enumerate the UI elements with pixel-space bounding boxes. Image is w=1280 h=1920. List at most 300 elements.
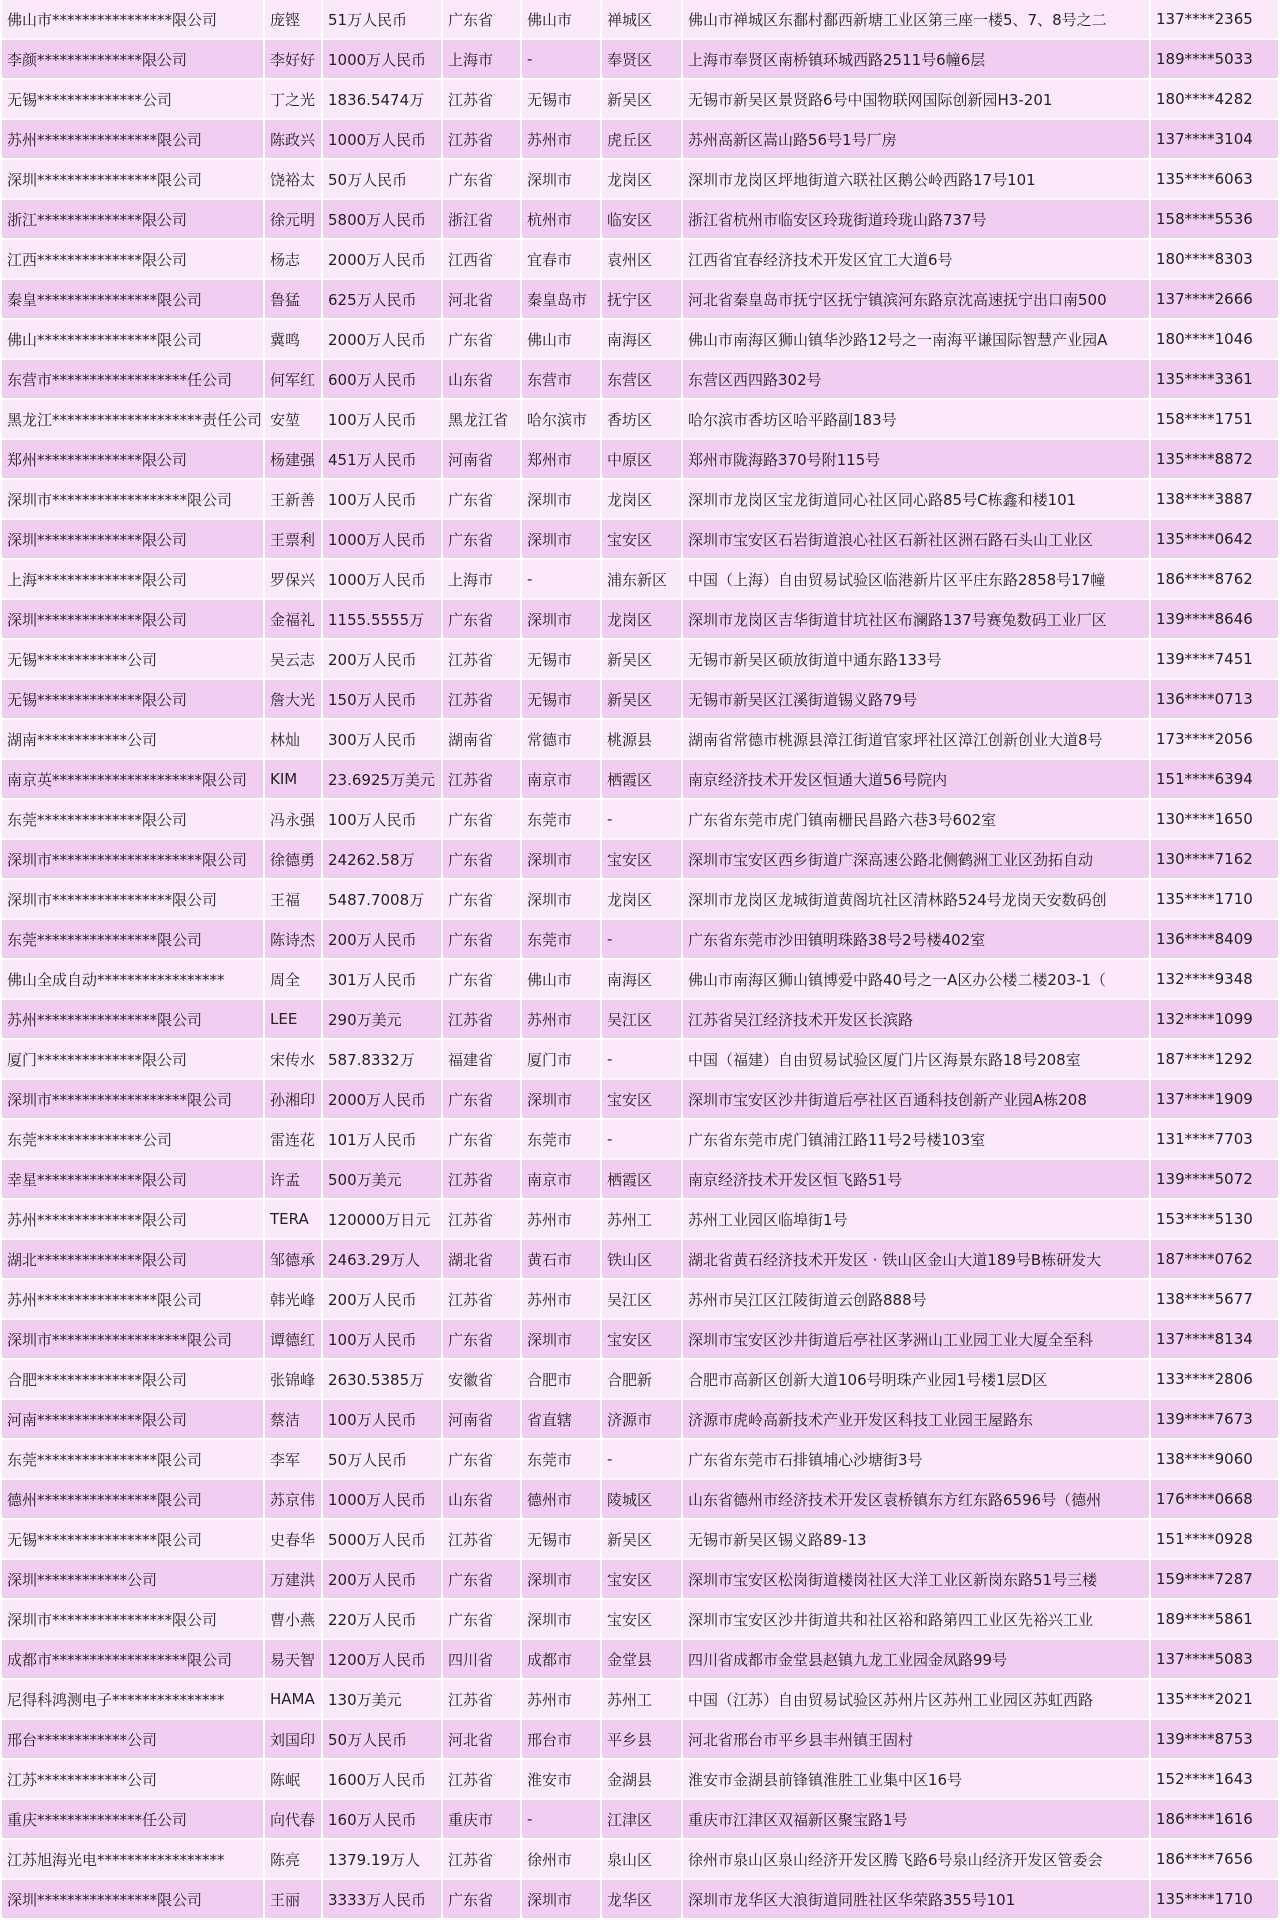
table-row xyxy=(2,0,1278,40)
table-row xyxy=(2,760,1278,800)
city-cell: 深圳市 xyxy=(522,1320,600,1360)
phone-cell: 139****7451 xyxy=(1151,640,1278,680)
company-name-cell: 李颜**************限公司 xyxy=(2,40,263,80)
table-row xyxy=(2,1800,1278,1840)
legal-rep-cell: 冯永强 xyxy=(265,800,321,840)
legal-rep-cell: 饶裕太 xyxy=(265,160,321,200)
address-cell: 山东省德州市经济技术开发区袁桥镇东方红东路6596号（德州 xyxy=(683,1480,1149,1520)
capital-cell: 160万人民币 xyxy=(323,1800,441,1840)
phone-cell: 151****6394 xyxy=(1151,760,1278,800)
district-cell: 泉山区 xyxy=(602,1840,681,1880)
address-cell: 佛山市南海区狮山镇博爱中路40号之一A区办公楼二楼203-1（ xyxy=(683,960,1149,1000)
province-cell: 山东省 xyxy=(443,1480,520,1520)
province-cell: 广东省 xyxy=(443,600,520,640)
district-cell: 龙华区 xyxy=(602,1880,681,1920)
table-row xyxy=(2,360,1278,400)
table-row xyxy=(2,840,1278,880)
district-cell: - xyxy=(602,1440,681,1480)
phone-cell: 138****3887 xyxy=(1151,480,1278,520)
address-cell: 广东省东莞市虎门镇南栅民昌路六巷3号602室 xyxy=(683,800,1149,840)
legal-rep-cell: 谭德红 xyxy=(265,1320,321,1360)
capital-cell: 1000万人民币 xyxy=(323,560,441,600)
capital-cell: 120000万日元 xyxy=(323,1200,441,1240)
table-row xyxy=(2,1280,1278,1320)
district-cell: 合肥新 xyxy=(602,1360,681,1400)
district-cell: 香坊区 xyxy=(602,400,681,440)
phone-cell: 135****1710 xyxy=(1151,1880,1278,1920)
legal-rep-cell: 李军 xyxy=(265,1440,321,1480)
legal-rep-cell: 许孟 xyxy=(265,1160,321,1200)
company-name-cell: 深圳****************限公司 xyxy=(2,160,263,200)
legal-rep-cell: LEE xyxy=(265,1000,321,1040)
phone-cell: 137****1909 xyxy=(1151,1080,1278,1120)
company-name-cell: 无锡**************公司 xyxy=(2,80,263,120)
company-name-cell: 东莞**************限公司 xyxy=(2,800,263,840)
legal-rep-cell: 易天智 xyxy=(265,1640,321,1680)
phone-cell: 133****2806 xyxy=(1151,1360,1278,1400)
legal-rep-cell: 徐德勇 xyxy=(265,840,321,880)
company-name-cell: 郑州**************限公司 xyxy=(2,440,263,480)
province-cell: 广东省 xyxy=(443,160,520,200)
address-cell: 南京经济技术开发区恒飞路51号 xyxy=(683,1160,1149,1200)
capital-cell: 150万人民币 xyxy=(323,680,441,720)
city-cell: 苏州市 xyxy=(522,1000,600,1040)
district-cell: 济源市 xyxy=(602,1400,681,1440)
table-row xyxy=(2,160,1278,200)
district-cell: 宝安区 xyxy=(602,1080,681,1120)
legal-rep-cell: 王福 xyxy=(265,880,321,920)
address-cell: 深圳市龙岗区吉华街道甘坑社区布澜路137号赛兔数码工业厂区 xyxy=(683,600,1149,640)
address-cell: 上海市奉贤区南桥镇环城西路2511号6幢6层 xyxy=(683,40,1149,80)
table-row xyxy=(2,1160,1278,1200)
district-cell: 抚宁区 xyxy=(602,280,681,320)
city-cell: - xyxy=(522,560,600,600)
phone-cell: 131****7703 xyxy=(1151,1120,1278,1160)
company-name-cell: 苏州****************限公司 xyxy=(2,1280,263,1320)
province-cell: 湖北省 xyxy=(443,1240,520,1280)
legal-rep-cell: 陈岷 xyxy=(265,1760,321,1800)
legal-rep-cell: HAMA xyxy=(265,1680,321,1720)
city-cell: 黄石市 xyxy=(522,1240,600,1280)
province-cell: 广东省 xyxy=(443,1080,520,1120)
city-cell: 苏州市 xyxy=(522,1200,600,1240)
company-name-cell: 江苏************公司 xyxy=(2,1760,263,1800)
legal-rep-cell: 王丽 xyxy=(265,1880,321,1920)
city-cell: 东莞市 xyxy=(522,920,600,960)
legal-rep-cell: 冀鸣 xyxy=(265,320,321,360)
address-cell: 郑州市陇海路370号附115号 xyxy=(683,440,1149,480)
phone-cell: 189****5861 xyxy=(1151,1600,1278,1640)
company-name-cell: 深圳************公司 xyxy=(2,1560,263,1600)
capital-cell: 5000万人民币 xyxy=(323,1520,441,1560)
company-name-cell: 上海**************限公司 xyxy=(2,560,263,600)
company-name-cell: 深圳市******************限公司 xyxy=(2,480,263,520)
table-body xyxy=(2,0,1278,1920)
company-name-cell: 东营市******************任公司 xyxy=(2,360,263,400)
city-cell: 杭州市 xyxy=(522,200,600,240)
district-cell: 宝安区 xyxy=(602,840,681,880)
city-cell: 徐州市 xyxy=(522,1840,600,1880)
province-cell: 广东省 xyxy=(443,520,520,560)
district-cell: 金堂县 xyxy=(602,1640,681,1680)
company-name-cell: 深圳市****************限公司 xyxy=(2,880,263,920)
address-cell: 深圳市宝安区沙井街道后亭社区茅洲山工业园工业大厦全至科 xyxy=(683,1320,1149,1360)
province-cell: 江苏省 xyxy=(443,80,520,120)
table-row xyxy=(2,1000,1278,1040)
city-cell: 淮安市 xyxy=(522,1760,600,1800)
city-cell: 成都市 xyxy=(522,1640,600,1680)
province-cell: 上海市 xyxy=(443,560,520,600)
address-cell: 河北省秦皇岛市抚宁区抚宁镇滨河东路京沈高速抚宁出口南500 xyxy=(683,280,1149,320)
capital-cell: 200万人民币 xyxy=(323,1560,441,1600)
address-cell: 无锡市新吴区景贤路6号中国物联网国际创新园H3-201 xyxy=(683,80,1149,120)
legal-rep-cell: 吴云志 xyxy=(265,640,321,680)
legal-rep-cell: 徐元明 xyxy=(265,200,321,240)
address-cell: 苏州市吴江区江陵街道云创路888号 xyxy=(683,1280,1149,1320)
company-name-cell: 江苏旭海光电***************** xyxy=(2,1840,263,1880)
phone-cell: 137****5083 xyxy=(1151,1640,1278,1680)
capital-cell: 100万人民币 xyxy=(323,1320,441,1360)
phone-cell: 130****7162 xyxy=(1151,840,1278,880)
address-cell: 哈尔滨市香坊区哈平路副183号 xyxy=(683,400,1149,440)
city-cell: 哈尔滨市 xyxy=(522,400,600,440)
city-cell: 东莞市 xyxy=(522,800,600,840)
company-name-cell: 秦皇****************限公司 xyxy=(2,280,263,320)
phone-cell: 153****5130 xyxy=(1151,1200,1278,1240)
company-name-cell: 邢台************公司 xyxy=(2,1720,263,1760)
capital-cell: 2000万人民币 xyxy=(323,320,441,360)
city-cell: 深圳市 xyxy=(522,160,600,200)
legal-rep-cell: 周全 xyxy=(265,960,321,1000)
province-cell: 江苏省 xyxy=(443,1000,520,1040)
phone-cell: 180****8303 xyxy=(1151,240,1278,280)
company-name-cell: 东莞**************公司 xyxy=(2,1120,263,1160)
capital-cell: 2630.5385万 xyxy=(323,1360,441,1400)
district-cell: - xyxy=(602,1040,681,1080)
table-row xyxy=(2,520,1278,560)
province-cell: 广东省 xyxy=(443,480,520,520)
address-cell: 无锡市新吴区锡义路89-13 xyxy=(683,1520,1149,1560)
capital-cell: 200万人民币 xyxy=(323,1280,441,1320)
table-row xyxy=(2,480,1278,520)
table-row xyxy=(2,1080,1278,1120)
company-name-cell: 深圳**************限公司 xyxy=(2,520,263,560)
city-cell: 东莞市 xyxy=(522,1440,600,1480)
district-cell: 南海区 xyxy=(602,320,681,360)
province-cell: 江苏省 xyxy=(443,1680,520,1720)
district-cell: 吴江区 xyxy=(602,1280,681,1320)
city-cell: 深圳市 xyxy=(522,1600,600,1640)
address-cell: 深圳市龙岗区坪地街道六联社区鹅公岭西路17号101 xyxy=(683,160,1149,200)
district-cell: 临安区 xyxy=(602,200,681,240)
table-row xyxy=(2,440,1278,480)
address-cell: 深圳市龙华区大浪街道同胜社区华荣路355号101 xyxy=(683,1880,1149,1920)
company-name-cell: 深圳**************限公司 xyxy=(2,600,263,640)
legal-rep-cell: 詹大光 xyxy=(265,680,321,720)
province-cell: 广东省 xyxy=(443,840,520,880)
city-cell: 秦皇岛市 xyxy=(522,280,600,320)
city-cell: 邢台市 xyxy=(522,1720,600,1760)
table-row xyxy=(2,80,1278,120)
legal-rep-cell: 杨志 xyxy=(265,240,321,280)
city-cell: 南京市 xyxy=(522,760,600,800)
district-cell: 龙岗区 xyxy=(602,480,681,520)
capital-cell: 130万美元 xyxy=(323,1680,441,1720)
phone-cell: 139****5072 xyxy=(1151,1160,1278,1200)
phone-cell: 158****5536 xyxy=(1151,200,1278,240)
legal-rep-cell: 林灿 xyxy=(265,720,321,760)
company-name-cell: 苏州****************限公司 xyxy=(2,1000,263,1040)
legal-rep-cell: 向代春 xyxy=(265,1800,321,1840)
company-name-cell: 东莞****************限公司 xyxy=(2,1440,263,1480)
legal-rep-cell: 史春华 xyxy=(265,1520,321,1560)
city-cell: 佛山市 xyxy=(522,320,600,360)
district-cell: 苏州工 xyxy=(602,1680,681,1720)
company-name-cell: 厦门**************限公司 xyxy=(2,1040,263,1080)
table-row xyxy=(2,40,1278,80)
district-cell: 新吴区 xyxy=(602,640,681,680)
district-cell: - xyxy=(602,1120,681,1160)
province-cell: 四川省 xyxy=(443,1640,520,1680)
province-cell: 江苏省 xyxy=(443,1200,520,1240)
legal-rep-cell: 杨建强 xyxy=(265,440,321,480)
phone-cell: 187****0762 xyxy=(1151,1240,1278,1280)
city-cell: 无锡市 xyxy=(522,1520,600,1560)
district-cell: 栖霞区 xyxy=(602,760,681,800)
phone-cell: 137****3104 xyxy=(1151,120,1278,160)
company-name-cell: 无锡**************限公司 xyxy=(2,680,263,720)
city-cell: 佛山市 xyxy=(522,960,600,1000)
table-row xyxy=(2,1360,1278,1400)
capital-cell: 500万美元 xyxy=(323,1160,441,1200)
company-name-cell: 湖北**************限公司 xyxy=(2,1240,263,1280)
company-name-cell: 深圳****************限公司 xyxy=(2,1880,263,1920)
city-cell: 德州市 xyxy=(522,1480,600,1520)
company-name-cell: 河南**************限公司 xyxy=(2,1400,263,1440)
legal-rep-cell: 邹德承 xyxy=(265,1240,321,1280)
capital-cell: 1155.5555万 xyxy=(323,600,441,640)
table-row xyxy=(2,1720,1278,1760)
capital-cell: 2463.29万人 xyxy=(323,1240,441,1280)
capital-cell: 51万人民币 xyxy=(323,0,441,40)
address-cell: 中国（上海）自由贸易试验区临港新片区平庄东路2858号17幢 xyxy=(683,560,1149,600)
capital-cell: 301万人民币 xyxy=(323,960,441,1000)
capital-cell: 451万人民币 xyxy=(323,440,441,480)
phone-cell: 135****0642 xyxy=(1151,520,1278,560)
province-cell: 广东省 xyxy=(443,800,520,840)
city-cell: 深圳市 xyxy=(522,600,600,640)
table-row xyxy=(2,1440,1278,1480)
province-cell: 安徽省 xyxy=(443,1360,520,1400)
district-cell: 新吴区 xyxy=(602,680,681,720)
phone-cell: 138****9060 xyxy=(1151,1440,1278,1480)
legal-rep-cell: 王新善 xyxy=(265,480,321,520)
company-name-cell: 浙江**************限公司 xyxy=(2,200,263,240)
city-cell: 苏州市 xyxy=(522,1680,600,1720)
city-cell: 无锡市 xyxy=(522,80,600,120)
address-cell: 深圳市宝安区沙井街道后亭社区百通科技创新产业园A栋208 xyxy=(683,1080,1149,1120)
province-cell: 广东省 xyxy=(443,1320,520,1360)
phone-cell: 130****1650 xyxy=(1151,800,1278,840)
capital-cell: 1200万人民币 xyxy=(323,1640,441,1680)
company-name-cell: 重庆**************任公司 xyxy=(2,1800,263,1840)
province-cell: 广东省 xyxy=(443,920,520,960)
district-cell: 浦东新区 xyxy=(602,560,681,600)
capital-cell: 1379.19万人 xyxy=(323,1840,441,1880)
phone-cell: 135****8872 xyxy=(1151,440,1278,480)
address-cell: 中国（江苏）自由贸易试验区苏州片区苏州工业园区苏虹西路 xyxy=(683,1680,1149,1720)
city-cell: 苏州市 xyxy=(522,1280,600,1320)
table-row xyxy=(2,1480,1278,1520)
capital-cell: 1000万人民币 xyxy=(323,520,441,560)
phone-cell: 186****8762 xyxy=(1151,560,1278,600)
address-cell: 广东省东莞市虎门镇浦江路11号2号楼103室 xyxy=(683,1120,1149,1160)
phone-cell: 186****1616 xyxy=(1151,1800,1278,1840)
address-cell: 广东省东莞市沙田镇明珠路38号2号楼402室 xyxy=(683,920,1149,960)
address-cell: 苏州高新区嵩山路56号1号厂房 xyxy=(683,120,1149,160)
district-cell: 宝安区 xyxy=(602,1600,681,1640)
address-cell: 佛山市禅城区东鄱村鄱西新塘工业区第三座一楼5、7、8号之二 xyxy=(683,0,1149,40)
city-cell: 省直辖 xyxy=(522,1400,600,1440)
address-cell: 深圳市龙岗区龙城街道黄阁坑社区清林路524号龙岗天安数码创 xyxy=(683,880,1149,920)
capital-cell: 50万人民币 xyxy=(323,1720,441,1760)
address-cell: 浙江省杭州市临安区玲珑街道玲珑山路737号 xyxy=(683,200,1149,240)
district-cell: 东营区 xyxy=(602,360,681,400)
province-cell: 广东省 xyxy=(443,0,520,40)
address-cell: 苏州工业园区临埠街1号 xyxy=(683,1200,1149,1240)
capital-cell: 100万人民币 xyxy=(323,400,441,440)
district-cell: 吴江区 xyxy=(602,1000,681,1040)
legal-rep-cell: 万建洪 xyxy=(265,1560,321,1600)
address-cell: 深圳市宝安区沙井街道共和社区裕和路第四工业区先裕兴工业 xyxy=(683,1600,1149,1640)
company-name-cell: 深圳市****************限公司 xyxy=(2,1600,263,1640)
city-cell: 合肥市 xyxy=(522,1360,600,1400)
district-cell: 南海区 xyxy=(602,960,681,1000)
capital-cell: 300万人民币 xyxy=(323,720,441,760)
company-name-cell: 深圳市******************限公司 xyxy=(2,1320,263,1360)
district-cell: 中原区 xyxy=(602,440,681,480)
phone-cell: 137****2666 xyxy=(1151,280,1278,320)
province-cell: 广东省 xyxy=(443,1440,520,1480)
province-cell: 浙江省 xyxy=(443,200,520,240)
province-cell: 江苏省 xyxy=(443,1840,520,1880)
phone-cell: 135****6063 xyxy=(1151,160,1278,200)
company-name-cell: 佛山****************限公司 xyxy=(2,320,263,360)
city-cell: 佛山市 xyxy=(522,0,600,40)
table-row xyxy=(2,240,1278,280)
address-cell: 徐州市泉山区泉山经济开发区腾飞路6号泉山经济开发区管委会 xyxy=(683,1840,1149,1880)
phone-cell: 136****0713 xyxy=(1151,680,1278,720)
phone-cell: 159****7287 xyxy=(1151,1560,1278,1600)
capital-cell: 23.6925万美元 xyxy=(323,760,441,800)
district-cell: 陵城区 xyxy=(602,1480,681,1520)
capital-cell: 101万人民币 xyxy=(323,1120,441,1160)
province-cell: 黑龙江省 xyxy=(443,400,520,440)
table-row xyxy=(2,920,1278,960)
capital-cell: 200万人民币 xyxy=(323,640,441,680)
address-cell: 江苏省吴江经济技术开发区长滨路 xyxy=(683,1000,1149,1040)
city-cell: 深圳市 xyxy=(522,480,600,520)
phone-cell: 152****1643 xyxy=(1151,1760,1278,1800)
capital-cell: 1836.5474万 xyxy=(323,80,441,120)
capital-cell: 600万人民币 xyxy=(323,360,441,400)
company-name-cell: 无锡************公司 xyxy=(2,640,263,680)
capital-cell: 100万人民币 xyxy=(323,1400,441,1440)
district-cell: 栖霞区 xyxy=(602,1160,681,1200)
address-cell: 深圳市龙岗区宝龙街道同心社区同心路85号C栋鑫和楼101 xyxy=(683,480,1149,520)
legal-rep-cell: 宋传水 xyxy=(265,1040,321,1080)
capital-cell: 50万人民币 xyxy=(323,160,441,200)
table-row xyxy=(2,880,1278,920)
table-row xyxy=(2,1240,1278,1280)
district-cell: 平乡县 xyxy=(602,1720,681,1760)
table-row xyxy=(2,1680,1278,1720)
table-row xyxy=(2,1040,1278,1080)
address-cell: 无锡市新吴区江溪街道锡义路79号 xyxy=(683,680,1149,720)
company-name-cell: 东莞****************限公司 xyxy=(2,920,263,960)
phone-cell: 158****1751 xyxy=(1151,400,1278,440)
city-cell: 深圳市 xyxy=(522,520,600,560)
legal-rep-cell: 罗保兴 xyxy=(265,560,321,600)
city-cell: 深圳市 xyxy=(522,1560,600,1600)
district-cell: 宝安区 xyxy=(602,1320,681,1360)
capital-cell: 24262.58万 xyxy=(323,840,441,880)
province-cell: 江苏省 xyxy=(443,1160,520,1200)
address-cell: 东营区西四路302号 xyxy=(683,360,1149,400)
company-name-cell: 佛山全成自动***************** xyxy=(2,960,263,1000)
city-cell: - xyxy=(522,1800,600,1840)
city-cell: 厦门市 xyxy=(522,1040,600,1080)
table-row xyxy=(2,1880,1278,1920)
table-row xyxy=(2,1520,1278,1560)
district-cell: 奉贤区 xyxy=(602,40,681,80)
province-cell: 广东省 xyxy=(443,320,520,360)
province-cell: 江苏省 xyxy=(443,1520,520,1560)
company-name-cell: 德州****************限公司 xyxy=(2,1480,263,1520)
table-row xyxy=(2,800,1278,840)
district-cell: 龙岗区 xyxy=(602,600,681,640)
company-name-cell: 黑龙江********************责任公司 xyxy=(2,400,263,440)
legal-rep-cell: 陈政兴 xyxy=(265,120,321,160)
legal-rep-cell: 何军红 xyxy=(265,360,321,400)
district-cell: 龙岗区 xyxy=(602,880,681,920)
legal-rep-cell: 李好好 xyxy=(265,40,321,80)
province-cell: 江西省 xyxy=(443,240,520,280)
table-row xyxy=(2,680,1278,720)
phone-cell: 135****3361 xyxy=(1151,360,1278,400)
legal-rep-cell: 张锦峰 xyxy=(265,1360,321,1400)
city-cell: 宜春市 xyxy=(522,240,600,280)
city-cell: 无锡市 xyxy=(522,640,600,680)
capital-cell: 2000万人民币 xyxy=(323,1080,441,1120)
capital-cell: 1000万人民币 xyxy=(323,1480,441,1520)
legal-rep-cell: 庞铿 xyxy=(265,0,321,40)
legal-rep-cell: 韩光峰 xyxy=(265,1280,321,1320)
phone-cell: 176****0668 xyxy=(1151,1480,1278,1520)
province-cell: 广东省 xyxy=(443,1120,520,1160)
province-cell: 广东省 xyxy=(443,1600,520,1640)
address-cell: 中国（福建）自由贸易试验区厦门片区海景东路18号208室 xyxy=(683,1040,1149,1080)
phone-cell: 139****7673 xyxy=(1151,1400,1278,1440)
city-cell: 东莞市 xyxy=(522,1120,600,1160)
address-cell: 佛山市南海区狮山镇华沙路12号之一南海平谦国际智慧产业园A xyxy=(683,320,1149,360)
city-cell: 深圳市 xyxy=(522,880,600,920)
city-cell: 郑州市 xyxy=(522,440,600,480)
table-row xyxy=(2,120,1278,160)
phone-cell: 173****2056 xyxy=(1151,720,1278,760)
address-cell: 湖北省黄石经济技术开发区 · 铁山区金山大道189号B栋研发大 xyxy=(683,1240,1149,1280)
capital-cell: 1600万人民币 xyxy=(323,1760,441,1800)
